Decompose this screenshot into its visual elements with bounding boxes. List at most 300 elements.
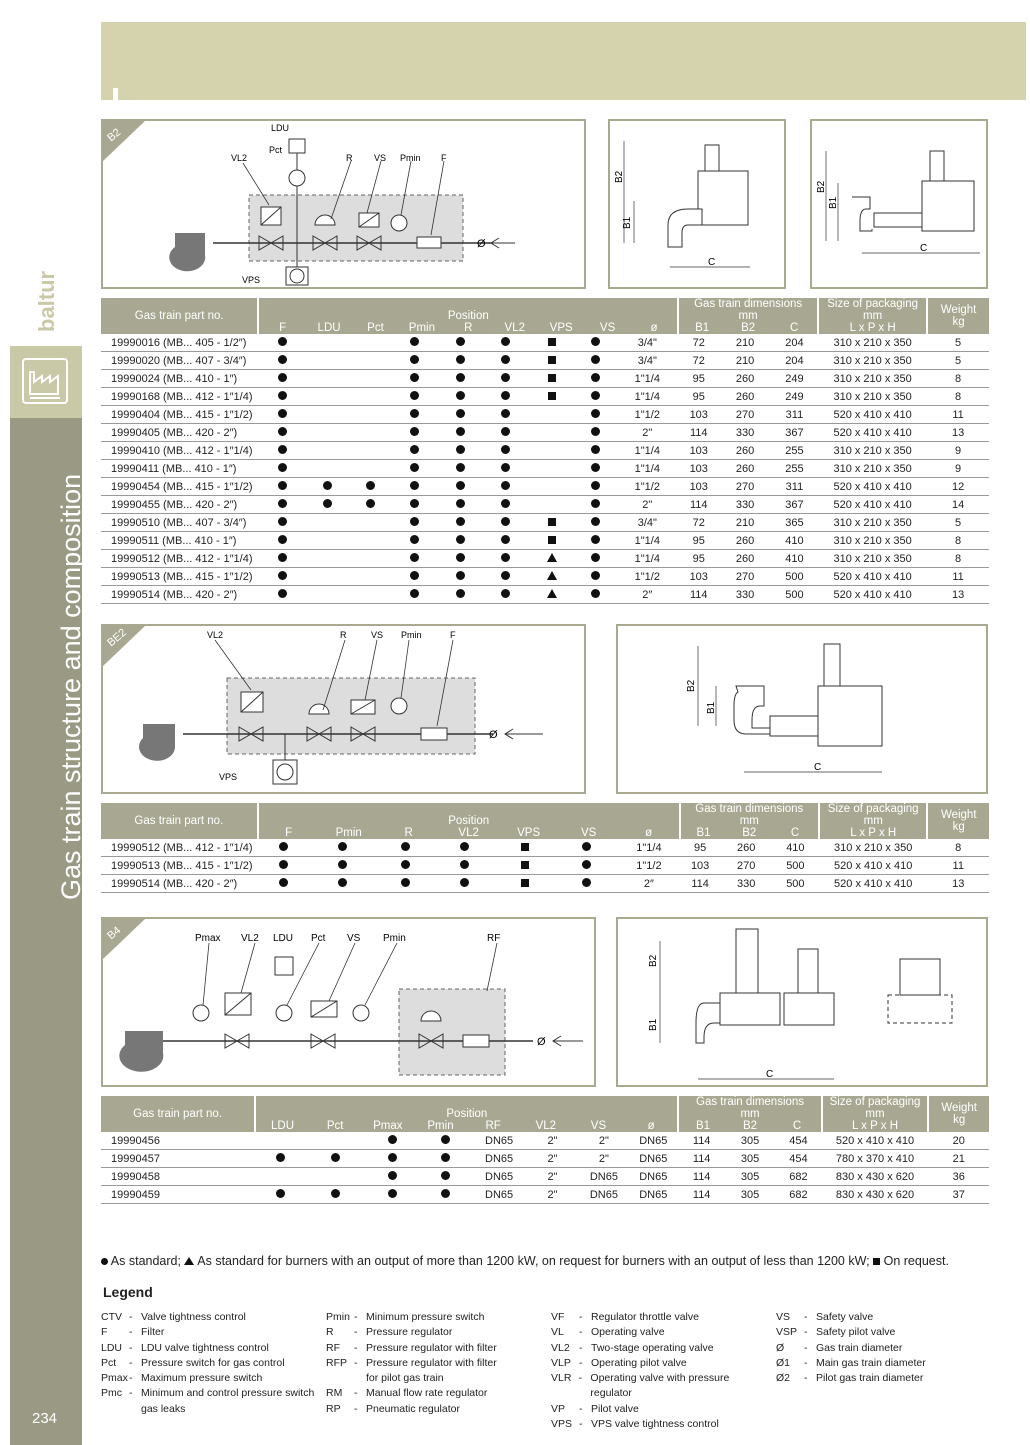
position-col-header: Pmin — [408, 322, 435, 334]
schematic-b4 — [101, 917, 596, 1087]
table-row — [101, 442, 989, 460]
legend-description: Operating pilot valve — [591, 1356, 687, 1369]
position-cell — [258, 370, 305, 388]
dot-symbol-icon — [460, 878, 469, 887]
position-cell — [309, 857, 377, 875]
valve-vl2 — [225, 993, 251, 1048]
cell-value: 2" — [642, 498, 653, 511]
symbol-note — [101, 1254, 949, 1268]
weight: 11 — [927, 406, 989, 424]
cell-value: 1"1/4 — [634, 372, 660, 385]
flow-arrow-icon — [553, 1036, 583, 1046]
dim-b2: 305 — [725, 1168, 775, 1186]
position-cell — [258, 334, 305, 352]
dim-b1: 103 — [678, 442, 719, 460]
position-cell — [580, 1168, 628, 1186]
dot-symbol-icon — [401, 878, 410, 887]
position-cell — [473, 1132, 525, 1150]
position-col-header: VS — [599, 322, 616, 334]
packaging-size: 520 x 410 x 410 — [819, 857, 928, 875]
position-cell — [473, 1168, 525, 1186]
pmin-switch — [353, 1005, 369, 1021]
dot-symbol-icon — [591, 481, 600, 490]
legend-dash: - — [354, 1311, 358, 1323]
dot-symbol-icon — [501, 445, 510, 454]
position-cell — [349, 442, 392, 460]
position-cell — [495, 857, 554, 875]
position-cell — [575, 334, 616, 352]
table-row — [101, 1132, 989, 1150]
legend-description: Safety valve — [816, 1311, 874, 1323]
burner-icon — [119, 1031, 163, 1072]
legend-item — [101, 1356, 321, 1371]
dot-symbol-icon — [591, 463, 600, 472]
position-cell — [349, 406, 392, 424]
position-col-header: F — [285, 827, 293, 839]
legend-dash — [129, 1402, 141, 1417]
cell-value: 1"1/2 — [636, 859, 662, 872]
dimension-drawing-b2-a — [608, 119, 786, 289]
label-vl2: VL2 — [207, 630, 224, 640]
dim-b1: 103 — [680, 857, 721, 875]
dot-symbol-icon — [501, 391, 510, 400]
position-cell — [528, 532, 575, 550]
dot-symbol-icon — [276, 1153, 285, 1162]
dim-b2: 330 — [719, 496, 770, 514]
part-number: 19990513 (MB... 415 - 1″1/2) — [101, 568, 258, 586]
position-cell — [349, 478, 392, 496]
legend-abbreviation: R — [326, 1326, 334, 1339]
dot-symbol-icon — [278, 517, 287, 526]
legend-item — [551, 1402, 771, 1417]
part-number: 19990456 — [101, 1132, 255, 1150]
packaging-size: 310 x 210 x 350 — [818, 514, 927, 532]
label-vl2: VL2 — [231, 153, 248, 163]
table-row — [101, 388, 989, 406]
packaging-size: 310 x 210 x 350 — [818, 442, 927, 460]
position-cell — [437, 478, 482, 496]
dot-symbol-icon — [366, 481, 375, 490]
position-col-header: R — [404, 827, 413, 839]
dot-symbol-icon — [501, 535, 510, 544]
dot-symbol-icon — [456, 517, 465, 526]
triangle-symbol-icon — [184, 1257, 194, 1265]
cell-value: 2" — [547, 1188, 558, 1201]
position-cell — [258, 460, 305, 478]
dot-symbol-icon — [591, 373, 600, 382]
legend-abbreviation: VLR — [551, 1372, 572, 1385]
label-b2: B2 — [614, 170, 625, 183]
dot-symbol-icon — [456, 535, 465, 544]
legend-description: for pilot gas train — [366, 1372, 444, 1385]
packaging-size: 520 x 410 x 410 — [818, 586, 927, 604]
position-cell — [483, 532, 528, 550]
position-col-header: VL2 — [458, 827, 479, 839]
dim-c: 454 — [775, 1150, 821, 1168]
dimension-drawing-be2 — [616, 624, 988, 794]
square-symbol-icon — [548, 338, 556, 346]
table-row — [101, 424, 989, 442]
cell-value: 1"1/4 — [634, 444, 660, 457]
position-cell — [580, 1186, 628, 1204]
legend-description: Regulator throttle valve — [591, 1311, 699, 1323]
position-cell — [392, 478, 437, 496]
legend-description: Filter — [141, 1326, 165, 1339]
weight: 5 — [927, 352, 989, 370]
position-cell — [392, 586, 437, 604]
weight: 8 — [927, 532, 989, 550]
dot-symbol-icon — [456, 445, 465, 454]
legend-description: gas leaks — [141, 1402, 186, 1415]
packaging-size: 830 x 430 x 620 — [822, 1186, 929, 1204]
weight: 37 — [928, 1186, 989, 1204]
position-cell — [575, 478, 616, 496]
square-symbol-icon — [548, 374, 556, 382]
dot-symbol-icon — [278, 427, 287, 436]
position-cell — [309, 875, 377, 893]
legend-description: Pressure switch for gas control — [141, 1356, 285, 1369]
weight: 20 — [928, 1132, 989, 1150]
position-cell — [306, 478, 349, 496]
position-col-header: Pct — [326, 1120, 344, 1132]
position-cell — [306, 1132, 366, 1150]
dot-symbol-icon — [501, 553, 510, 562]
dot-symbol-icon — [591, 355, 600, 364]
dot-symbol-icon — [591, 589, 600, 598]
cell-value: 1"1/4 — [634, 462, 660, 475]
weight: 36 — [928, 1168, 989, 1186]
legend-dash: - — [129, 1372, 133, 1385]
position-cell — [555, 839, 619, 857]
position-cell — [306, 496, 349, 514]
legend-title: Legend — [103, 1284, 153, 1300]
position-cell — [616, 514, 678, 532]
position-cell — [392, 460, 437, 478]
position-col-header: R — [464, 322, 473, 334]
dot-symbol-icon — [591, 535, 600, 544]
dim-b2: 260 — [719, 442, 770, 460]
note-standard: As standard; — [110, 1254, 181, 1268]
legend-item — [101, 1386, 321, 1401]
square-symbol-icon — [521, 879, 529, 887]
dot-symbol-icon — [456, 589, 465, 598]
dot-symbol-icon — [278, 571, 287, 580]
part-number: 19990411 (MB... 410 - 1″) — [101, 460, 258, 478]
position-cell — [437, 388, 482, 406]
dim-b1: 114 — [678, 1132, 724, 1150]
label-diameter: Ø — [489, 729, 498, 741]
label-pmin: Pmin — [400, 153, 421, 163]
label-ldu: LDU — [273, 933, 294, 944]
legend-description: Minimum and control pressure switch — [141, 1387, 315, 1400]
position-cell — [525, 1132, 579, 1150]
header-weight: Weight kg — [928, 1096, 989, 1132]
dim-b1: 103 — [678, 406, 719, 424]
cell-value: 1"1/4 — [634, 552, 660, 565]
dot-symbol-icon — [501, 337, 510, 346]
position-cell — [528, 406, 575, 424]
legend-abbreviation: Ø2 — [776, 1372, 791, 1385]
dim-c: 410 — [772, 839, 819, 857]
table-row — [101, 568, 989, 586]
position-cell — [483, 568, 528, 586]
dim-c: 255 — [771, 442, 818, 460]
table-row — [101, 478, 989, 496]
filter-icon — [417, 237, 441, 248]
position-cell — [528, 586, 575, 604]
position-cell — [575, 568, 616, 586]
legend-column-1 — [101, 1310, 321, 1417]
brand-logo: baltur — [34, 270, 59, 332]
dot-symbol-icon — [591, 391, 600, 400]
table-row — [101, 1168, 989, 1186]
legend-description: Gas train diameter — [816, 1341, 903, 1354]
dot-symbol-icon — [279, 860, 288, 869]
label-diameter: Ø — [537, 1036, 546, 1048]
packaging-size: 310 x 210 x 350 — [818, 460, 927, 478]
legend-dash — [354, 1371, 366, 1386]
dot-symbol-icon — [410, 535, 419, 544]
legend-description: Pressure regulator with filter — [366, 1341, 497, 1354]
packaging-size: 830 x 430 x 620 — [822, 1168, 929, 1186]
legend-dash: - — [129, 1356, 133, 1369]
position-cell — [392, 352, 437, 370]
pct-switch — [289, 170, 305, 186]
filter-icon — [463, 1035, 489, 1047]
position-cell — [437, 514, 482, 532]
flow-arrow-icon — [505, 729, 543, 739]
packaging-size: 520 x 410 x 410 — [818, 478, 927, 496]
position-cell — [306, 388, 349, 406]
dot-symbol-icon — [278, 337, 287, 346]
position-cell — [495, 839, 554, 857]
dot-symbol-icon — [456, 409, 465, 418]
table-row — [101, 875, 989, 893]
cell-value: 2" — [547, 1170, 558, 1183]
packaging-size: 520 x 410 x 410 — [818, 406, 927, 424]
dim-b2: 260 — [719, 388, 770, 406]
legend-dash: - — [129, 1341, 133, 1354]
header-marker — [113, 88, 118, 106]
weight: 9 — [927, 442, 989, 460]
legend-abbreviation: RP — [326, 1402, 341, 1415]
position-cell — [377, 839, 434, 857]
dot-symbol-icon — [331, 1153, 340, 1162]
position-cell — [616, 532, 678, 550]
legend-dash: - — [804, 1341, 808, 1354]
legend-dash: - — [804, 1311, 808, 1323]
dot-symbol-icon — [441, 1135, 450, 1144]
dot-symbol-icon — [410, 373, 419, 382]
dim-b2: 260 — [719, 532, 770, 550]
label-b1: B1 — [622, 216, 633, 229]
valve-block — [249, 195, 463, 261]
legend-abbreviation: Pct — [101, 1356, 117, 1369]
position-cell — [616, 334, 678, 352]
pct-switch — [276, 1005, 292, 1021]
legend-column-4 — [776, 1310, 996, 1386]
legend-abbreviation: VPS — [551, 1418, 573, 1431]
position-cell — [483, 334, 528, 352]
dot-symbol-icon — [388, 1153, 397, 1162]
dot-symbol-icon — [591, 337, 600, 346]
position-cell — [377, 857, 434, 875]
square-symbol-icon — [548, 536, 556, 544]
label-pmin: Pmin — [383, 933, 406, 944]
position-col-header: VPS — [517, 827, 541, 839]
position-col-header: VPS — [549, 322, 573, 334]
cell-value: 2" — [547, 1152, 558, 1165]
dot-symbol-icon — [591, 571, 600, 580]
position-cell — [528, 478, 575, 496]
position-cell — [618, 857, 679, 875]
position-cell — [392, 550, 437, 568]
position-cell — [616, 496, 678, 514]
position-cell — [437, 424, 482, 442]
dot-symbol-icon — [410, 571, 419, 580]
dim-c: 500 — [772, 857, 819, 875]
position-cell — [434, 857, 495, 875]
position-col-header: ø — [645, 827, 653, 839]
position-cell — [255, 1186, 305, 1204]
header-position: Position F Pmin R VL2 VPS VS ø — [258, 803, 680, 839]
label-b2: B2 — [686, 679, 697, 692]
position-cell — [258, 514, 305, 532]
header-part-no: Gas train part no. — [101, 1096, 255, 1132]
position-cell — [528, 424, 575, 442]
burner-icon — [139, 724, 175, 761]
header-weight: Weight kg — [927, 803, 989, 839]
position-cell — [483, 442, 528, 460]
dot-symbol-icon — [410, 463, 419, 472]
header-weight: Weight kg — [927, 298, 989, 334]
position-cell — [392, 514, 437, 532]
part-number: 19990168 (MB... 412 - 1″1/4) — [101, 388, 258, 406]
cell-value: 2" — [598, 1152, 609, 1165]
position-cell — [525, 1168, 579, 1186]
position-cell — [437, 532, 482, 550]
label-pct: Pct — [269, 145, 283, 155]
position-col-header: VL2 — [504, 322, 525, 334]
position-cell — [628, 1132, 678, 1150]
dim-c: 454 — [775, 1132, 821, 1150]
position-cell — [418, 1150, 472, 1168]
position-cell — [555, 857, 619, 875]
dim-b1: 114 — [678, 496, 719, 514]
label-pct: Pct — [311, 933, 326, 944]
position-cell — [258, 478, 305, 496]
cell-value: DN65 — [639, 1134, 668, 1147]
legend-abbreviation: Pmax — [101, 1372, 128, 1385]
position-cell — [528, 460, 575, 478]
dim-b1: 103 — [678, 478, 719, 496]
position-cell — [628, 1186, 678, 1204]
legend-item — [551, 1325, 771, 1340]
dot-symbol-icon — [401, 860, 410, 869]
weight: 8 — [927, 370, 989, 388]
position-cell — [258, 586, 305, 604]
part-number: 19990410 (MB... 412 - 1″1/4) — [101, 442, 258, 460]
table-row — [101, 839, 989, 857]
section-title: Gas train structure and composition — [56, 473, 86, 900]
position-cell — [418, 1132, 472, 1150]
dim-c: 500 — [772, 875, 819, 893]
dot-symbol-icon — [410, 445, 419, 454]
packaging-size: 520 x 410 x 410 — [822, 1132, 929, 1150]
position-cell — [349, 424, 392, 442]
dim-b1: 114 — [678, 1168, 724, 1186]
position-cell — [575, 586, 616, 604]
dim-c: 367 — [771, 496, 818, 514]
dot-symbol-icon — [591, 427, 600, 436]
cell-value: 1"1/2 — [634, 570, 660, 583]
valve-block — [227, 678, 475, 754]
position-cell — [306, 532, 349, 550]
position-cell — [616, 586, 678, 604]
dim-b1: 95 — [678, 388, 719, 406]
packaging-size: 520 x 410 x 410 — [819, 875, 928, 893]
dim-b1: 72 — [678, 334, 719, 352]
label-c: C — [814, 762, 822, 773]
position-cell — [616, 406, 678, 424]
cell-value: 1"1/2 — [634, 408, 660, 421]
triangle-symbol-icon — [547, 571, 557, 580]
header-packaging: Size of packaging mm L x P x H — [819, 803, 928, 839]
dot-symbol-icon — [278, 391, 287, 400]
legend-column-2 — [326, 1310, 546, 1417]
cell-value: 2″ — [643, 877, 654, 890]
label-b2: B2 — [816, 180, 827, 193]
legend-dash: - — [804, 1372, 808, 1385]
position-cell — [366, 1168, 418, 1186]
header-part-no: Gas train part no. — [101, 298, 258, 334]
triangle-symbol-icon — [547, 589, 557, 598]
position-cell — [437, 442, 482, 460]
legend-description: Safety pilot valve — [816, 1326, 896, 1339]
dot-symbol-icon — [501, 463, 510, 472]
cell-value: 3/4" — [637, 336, 657, 349]
part-number: 19990457 — [101, 1150, 255, 1168]
dim-b1: 95 — [678, 532, 719, 550]
dot-symbol-icon — [401, 842, 410, 851]
dot-symbol-icon — [278, 589, 287, 598]
header-packaging: Size of packaging mm L x P x H — [822, 1096, 929, 1132]
dot-symbol-icon — [582, 878, 591, 887]
position-cell — [349, 496, 392, 514]
dim-c: 249 — [771, 370, 818, 388]
position-cell — [575, 532, 616, 550]
header-dimensions: Gas train dimensions mm B1 B2 C — [680, 803, 819, 839]
part-number: 19990514 (MB... 420 - 2″) — [101, 586, 258, 604]
rf-block — [399, 989, 505, 1075]
cell-value: DN65 — [485, 1134, 514, 1147]
position-cell — [616, 478, 678, 496]
weight: 5 — [927, 334, 989, 352]
position-cell — [258, 406, 305, 424]
dot-symbol-icon — [456, 481, 465, 490]
position-cell — [483, 496, 528, 514]
legend-abbreviation: RFP — [326, 1356, 347, 1369]
position-cell — [418, 1168, 472, 1186]
position-cell — [258, 857, 309, 875]
legend-column-3 — [551, 1310, 771, 1432]
part-number: 19990513 (MB... 415 - 1″1/2) — [101, 857, 258, 875]
dot-symbol-icon — [366, 499, 375, 508]
position-cell — [575, 352, 616, 370]
dot-symbol-icon — [501, 571, 510, 580]
position-cell — [306, 424, 349, 442]
legend-abbreviation: LDU — [101, 1341, 123, 1354]
